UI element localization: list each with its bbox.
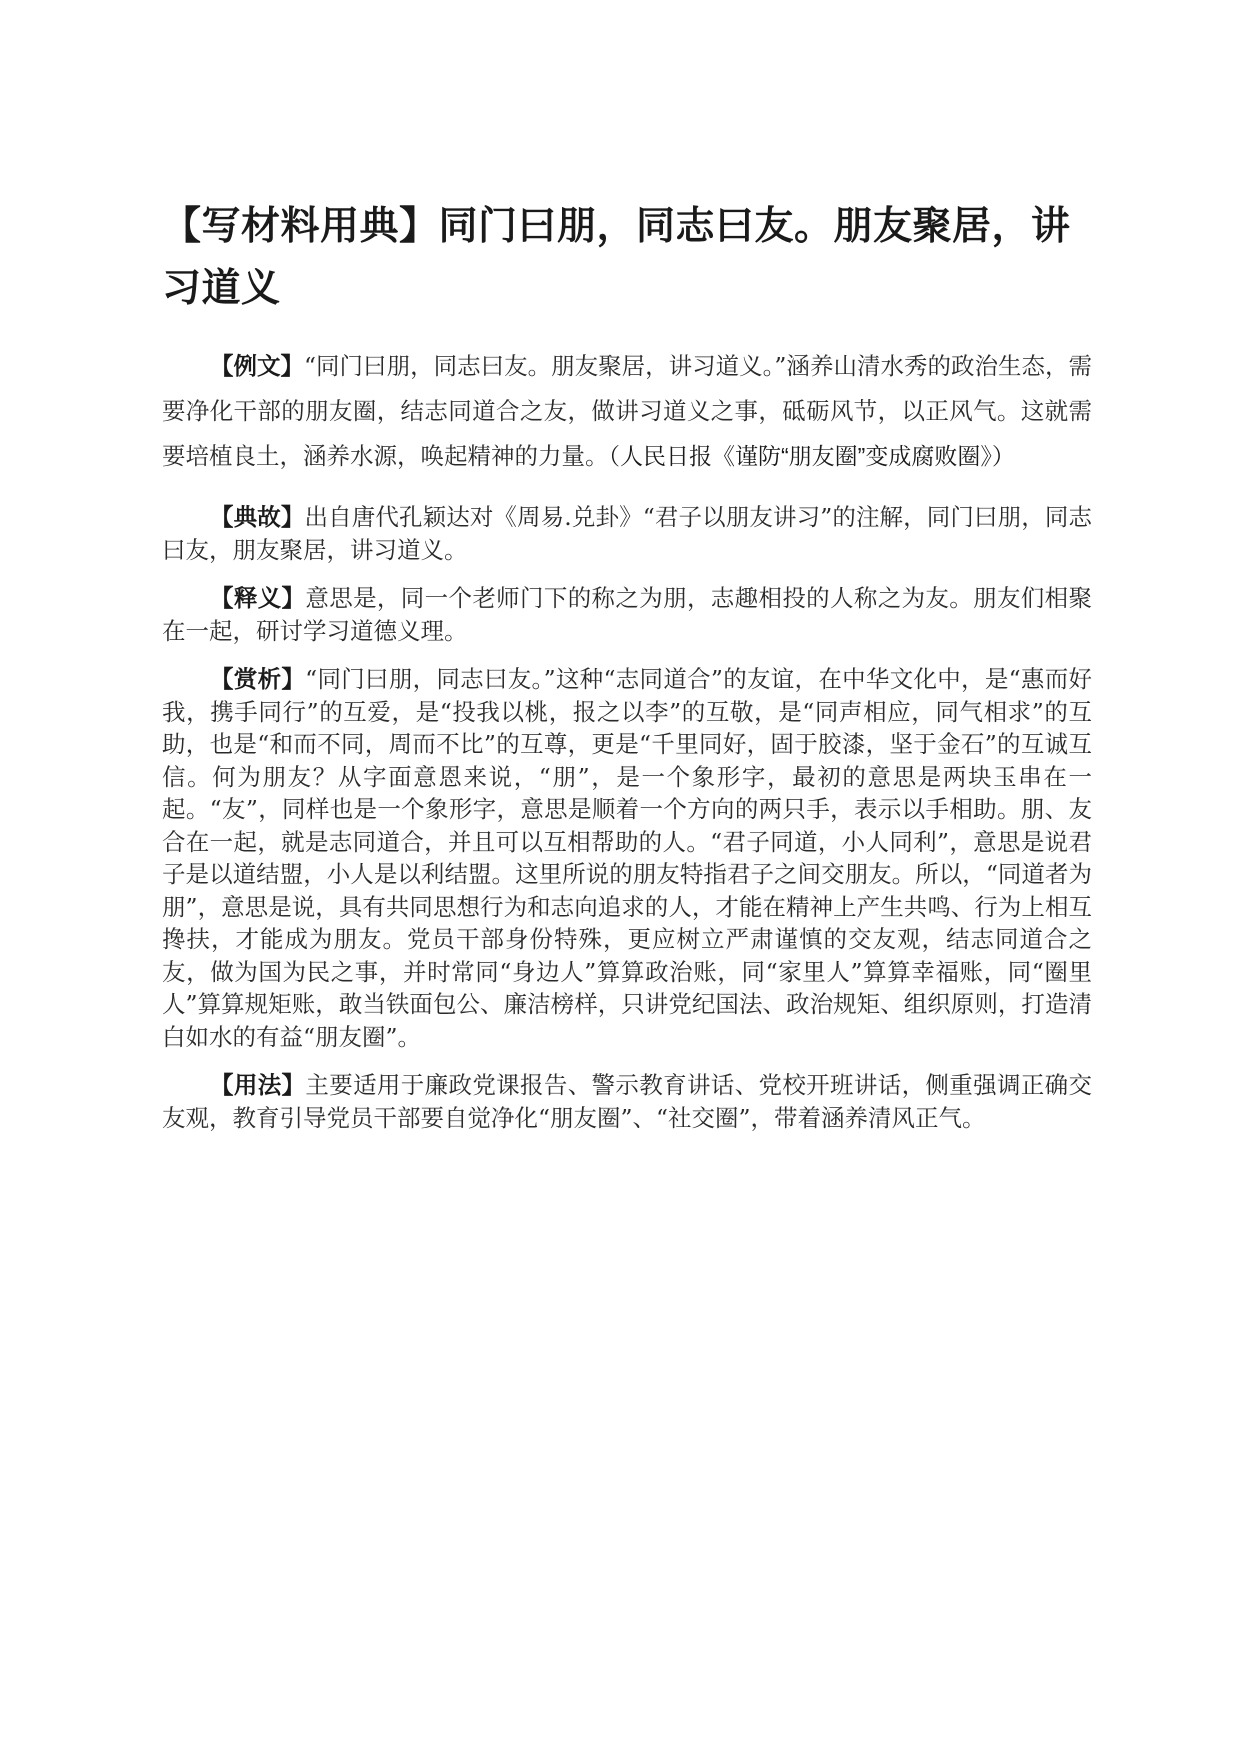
appreciation-paragraph	[162, 663, 1092, 1053]
example-paragraph	[162, 344, 1092, 479]
usage-tag: 【用法】	[210, 1072, 306, 1098]
meaning-paragraph	[162, 582, 1092, 647]
document-body	[162, 196, 1092, 1150]
example-source: （人民日报《谨防“朋友圈”变成腐败圈》）	[608, 443, 1015, 469]
appreciation-text: “同门曰朋，同志曰友。”这种“志同道合”的友谊，在中华文化中，是“惠而好我，携手同行”的互爱，是“投我以桃，报之以李”的互敬，是“同声相应，同气相求”的互助，也是“和而不同，周而不比”的互尊，更是“千里同好，固于胶漆，坚于金石”的互诚互信。何为朋友？从字面意恩来说，“朋”，是一个象形字，最初的意思是两块玉串在一起。“友”，同样也是一个象形字，意思是顺着一个方向的两只手，表示以手相助。朋、友合在一起，就是志同道合，并且可以互相帮助的人。“君子同道，小人同利”，意思是说君子是以道结盟，小人是以利结盟。这里所说的朋友特指君子之间交朋友。所以，“同道者为朋”，意思是说，具有共同思想行为和志向追求的人，才能在精神上产生共鸣、行为上相互搀扶，才能成为朋友。党员干部身份特殊，更应树立严肃谨慎的交友观，结志同道合之友，做为国为民之事，并时常同“身边人”算算政治账，同“家里人”算算幸福账，同“圈里人”算算规矩账，敢当铁面包公、廉洁榜样，只讲党纪国法、政治规矩、组织原则，打造清白如水的有益“朋友圈”。	[162, 665, 1093, 1051]
appreciation-tag: 【赏析】	[210, 666, 306, 692]
allusion-paragraph	[162, 501, 1092, 566]
meaning-tag: 【释义】	[210, 585, 306, 611]
example-section	[162, 344, 1092, 479]
usage-paragraph	[162, 1069, 1092, 1134]
meaning-text: 意思是，同一个老师门下的称之为朋，志趣相投的人称之为友。朋友们相聚在一起，研讨学习道德义理。	[162, 584, 1093, 645]
usage-text: 主要适用于廉政党课报告、警示教育讲话、党校开班讲话，侧重强调正确交友观，教育引导党员干部要自觉净化“朋友圈”、“社交圈”，带着涵养清风正气。	[162, 1071, 1093, 1132]
document-title: 【写材料用典】同门曰朋，同志曰友。朋友聚居，讲习道义	[162, 205, 1071, 310]
allusion-text: 出自唐代孔颖达对《周易.兑卦》“君子以朋友讲习”的注解，同门曰朋，同志曰友，朋友聚居，讲习道义。	[162, 503, 1093, 564]
example-text: “同门曰朋，同志曰友。朋友聚居，讲习道义。”涵养山清水秀的政治生态，需要净化干部的朋友圈，结志同道合之友，做讲习道义之事，砥砺风节，以正风气。这就需要培植良土，涵养水源，唤起精神的力量。	[162, 352, 1093, 470]
allusion-tag: 【典故】	[210, 504, 305, 530]
example-tag: 【例文】	[210, 353, 305, 379]
